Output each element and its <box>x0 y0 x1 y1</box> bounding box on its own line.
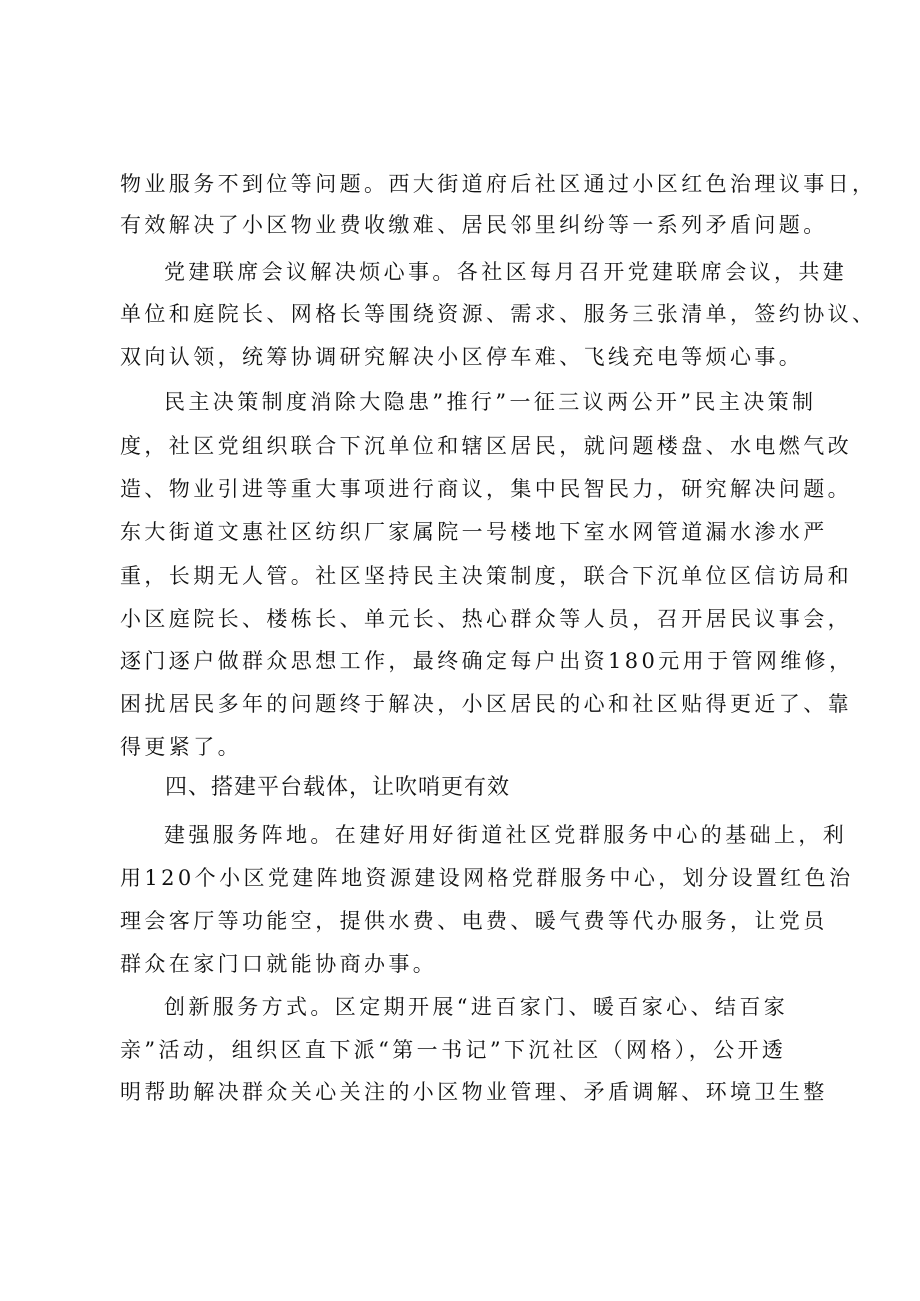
text-line: 小区庭院长、楼栋长、单元长、热心群众等人员，召开居民议事会， <box>120 607 852 631</box>
paragraph-lead-line: 建强服务阵地。在建好用好街道社区党群服务中心的基础上，利 <box>164 823 848 847</box>
text-line: 重，长期无人管。社区坚持民主决策制度，联合下沉单位区信访局和 <box>120 564 852 588</box>
text-line: 明帮助解决群众关心关注的小区物业管理、矛盾调解、环境卫生整 <box>120 1080 828 1104</box>
text-line: 造、物业引进等重大事项进行商议，集中民智民力，研究解决问题。 <box>120 477 852 501</box>
text-line: 单位和庭院长、网格长等围绕资源、需求、服务三张清单，签约协议、 <box>120 302 877 326</box>
text-line: 东大街道文惠社区纺织厂家属院一号楼地下室水网管道漏水渗水严 <box>120 520 828 544</box>
text-line: 用120个小区党建阵地资源建设网格党群服务中心，划分设置红色治 <box>120 866 854 890</box>
text-line: 群众在家门口就能协商办事。 <box>120 952 438 976</box>
text-line: 困扰居民多年的问题终于解决，小区居民的心和社区贴得更近了、靠 <box>120 692 852 716</box>
text-line: 度，社区党组织联合下沉单位和辖区居民，就问题楼盘、水电燃气改 <box>120 434 852 458</box>
text-line: 物业服务不到位等问题。西大街道府后社区通过小区红色治理议事日， <box>120 172 877 196</box>
text-line: 有效解决了小区物业费收缴难、居民邻里纠纷等一系列矛盾问题。 <box>120 213 828 237</box>
paragraph-lead-line: 创新服务方式。区定期开展“进百家门、暖百家心、结百家 <box>164 995 789 1019</box>
paragraph-lead-line: 民主决策制度消除大隐患”推行”一征三议两公开”民主决策制 <box>164 390 817 414</box>
text-line: 逐门逐户做群众思想工作，最终确定每户出资180元用于管网维修， <box>120 649 854 673</box>
section-heading: 四、搭建平台载体，让吹哨更有效 <box>165 775 511 800</box>
text-line: 双向认领，统筹协调研究解决小区停车难、飞线充电等烦心事。 <box>120 345 804 369</box>
text-line: 亲”活动，组织区直下派“第一书记”下沉社区（网格），公开透 <box>120 1038 787 1062</box>
text-line: 得更紧了。 <box>120 735 242 759</box>
text-line: 理会客厅等功能空，提供水费、电费、暖气费等代办服务，让党员 <box>120 909 828 933</box>
paragraph-lead-line: 党建联席会议解决烦心事。各社区每月召开党建联席会议，共建 <box>164 260 848 284</box>
